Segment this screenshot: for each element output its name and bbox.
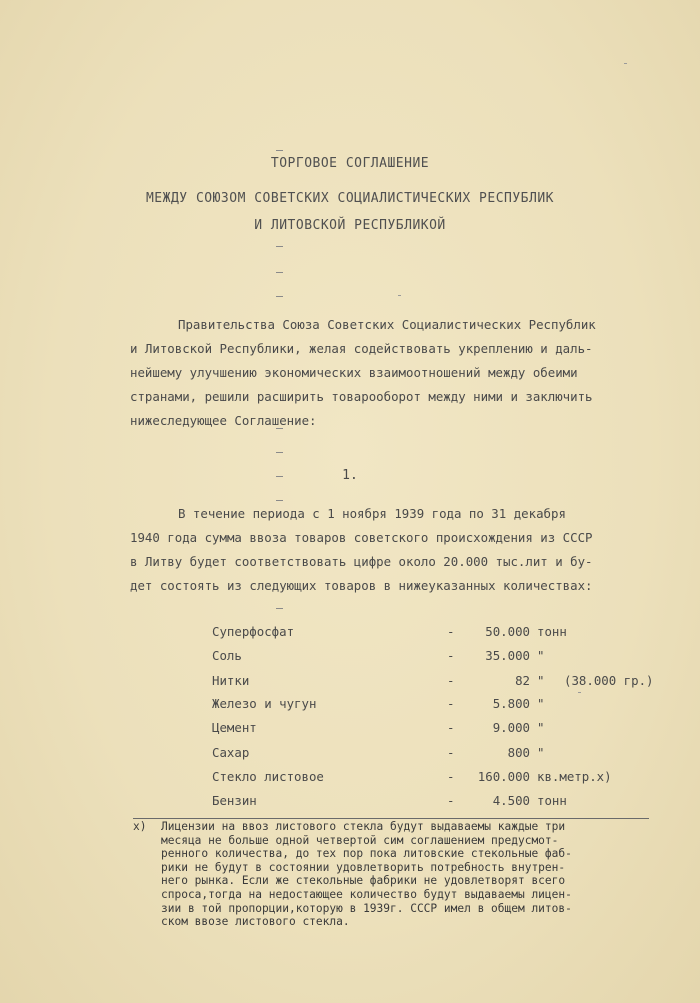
article-line: в Литву будет соответствовать цифре около 20.000 тыс.лит и бу- [130,554,593,569]
goods-name: Нитки [212,673,250,688]
document-title: ТОРГОВОЕ СОГЛАШЕНИЕ [270,156,430,171]
goods-dash: - [447,769,455,784]
goods-name: Стекло листовое [212,769,324,784]
goods-dash: - [447,696,455,711]
footnote-line: рики не будут в состоянии удовлетворить потребность внутрен- [161,860,566,874]
section-number: 1. [342,468,358,483]
footnote-line: Лицензии на ввоз листового стекла будут выдаваемы каждые три [161,820,566,833]
preamble-line: странами, решили расширить товарооборот между ними и заключить [130,389,593,404]
footnote-divider [133,818,649,819]
margin-tick [276,500,283,501]
goods-unit: " [537,696,545,711]
goods-value: 800 [507,745,530,760]
paper-speck [398,295,401,296]
goods-unit: " [537,745,545,760]
margin-tick [276,476,283,477]
goods-name: Цемент [212,720,257,735]
goods-value: 50.000 [485,624,530,639]
goods-unit: тонн [537,793,567,808]
preamble-line: Правительства Союза Советских Социалистических Республик [178,317,596,332]
margin-tick [276,246,283,247]
goods-value: 9.000 [492,720,530,735]
footnote [133,820,653,929]
goods-value: 4.500 [492,793,530,808]
goods-value: 82 [515,673,530,688]
preamble-line: нейшему улучшению экономических взаимоотношений между обеими [130,365,578,380]
margin-tick [276,296,283,297]
goods-unit: кв.метр.х) [537,769,612,784]
title-subline-2: И ЛИТОВСКОЙ РЕСПУБЛИКОЙ [254,218,446,233]
footnote-line: ском ввозе листового стекла. [161,915,350,929]
goods-name: Соль [212,648,242,663]
margin-tick [276,608,283,609]
goods-name: Суперфосфат [212,624,295,639]
goods-unit: " [537,720,545,735]
footnote-line: месяца не больше одной четвертой сим соглашением предусмот- [161,833,559,847]
preamble-paragraph [130,313,640,433]
footnote-line: спроса,тогда на недостающее количество будут выдаваемы лицен- [161,887,572,901]
goods-dash: - [447,793,455,808]
margin-tick [276,428,283,429]
footnote-line: ренного количества, до тех пор пока литовские стекольные фаб- [161,847,572,861]
margin-tick [276,150,283,151]
goods-dash: - [447,648,455,663]
footnote-mark: х) [133,820,147,833]
paper-speck [578,692,581,693]
goods-unit: " [537,648,545,663]
goods-dash: - [447,720,455,735]
paper-speck [624,63,627,64]
goods-value: 35.000 [485,648,530,663]
goods-dash: - [447,745,455,760]
margin-tick [276,452,283,453]
goods-value: 160.000 [477,769,530,784]
goods-name: Сахар [212,745,250,760]
preamble-line: нижеследующее Соглашение: [130,413,317,428]
article-line: В течение периода с 1 ноября 1939 года по 31 декабря [178,506,566,521]
article-line: 1940 года сумма ввоза товаров советского происхождения из СССР [130,530,593,545]
title-subline-1: МЕЖДУ СОЮЗОМ СОВЕТСКИХ СОЦИАЛИСТИЧЕСКИХ РЕСПУБЛИК [145,191,554,206]
preamble-line: и Литовской Республики, желая содействовать укреплению и даль- [130,341,593,356]
article-paragraph [130,502,640,598]
footnote-line: зии в той пропорции,которую в 1939г. СССР имел в общем литов- [161,901,572,915]
margin-tick [276,272,283,273]
goods-unit: тонн [537,624,567,639]
footnote-line: него рынка. Если же стекольные фабрики не удовлетворят всего [161,874,566,888]
goods-note: (38.000 гр.) [564,673,654,688]
goods-dash: - [447,673,455,688]
goods-name: Железо и чугун [212,696,317,711]
article-line: дет состоять из следующих товаров в нижеуказанных количествах: [130,578,593,593]
goods-unit: " [537,673,545,688]
goods-dash: - [447,624,455,639]
goods-name: Бензин [212,793,257,808]
goods-value: 5.800 [492,696,530,711]
